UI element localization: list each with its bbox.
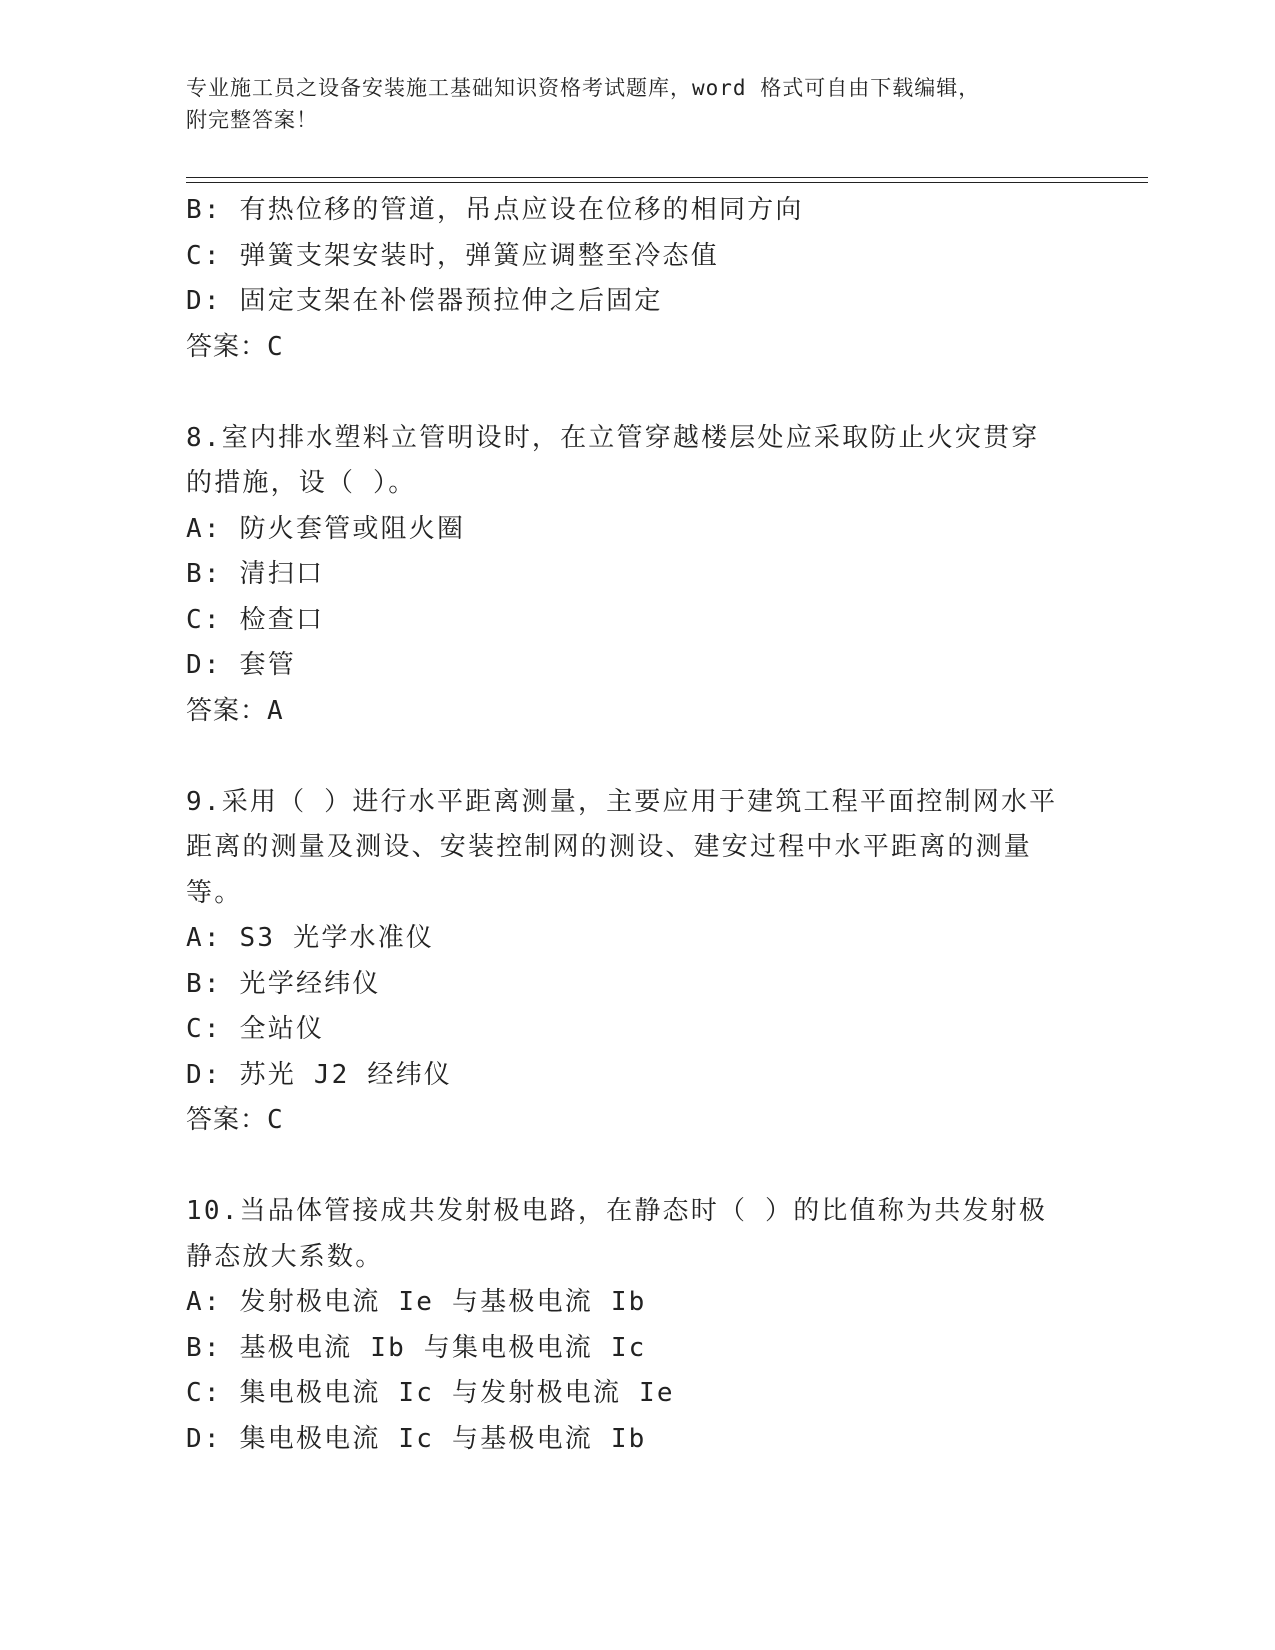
option-c: C: 全站仪: [186, 1014, 325, 1044]
question-stem-line: 等。: [186, 877, 243, 908]
question-10: [186, 1189, 1066, 1462]
option-c: C: 弹簧支架安装时，弹簧应调整至冷态值: [186, 240, 719, 271]
question-stem-line: 10.当品体管接成共发射极电路，在静态时（ ）的比值称为共发射极: [186, 1196, 1048, 1226]
question-stem-line: 8.室内排水塑料立管明设时，在立管穿越楼层处应采取防止火灾贯穿: [186, 422, 1040, 453]
header-rule-bottom: [186, 182, 1148, 183]
question-stem-line: 的措施，设（ ）。: [186, 468, 417, 498]
spacer: [186, 734, 1066, 780]
option-b: B: 清扫口: [186, 559, 325, 589]
option-d: D: 套管: [186, 650, 296, 680]
question-stem-line: 9.采用（ ）进行水平距离测量，主要应用于建筑工程平面控制网水平: [186, 786, 1058, 817]
document-header: [186, 72, 1086, 136]
spacer: [186, 370, 1066, 416]
spacer: [186, 1144, 1066, 1190]
option-c: C: 集电极电流 Ic 与发射极电流 Ie: [186, 1378, 675, 1408]
option-c: C: 检查口: [186, 604, 325, 635]
option-d: D: 固定支架在补偿器预拉伸之后固定: [186, 286, 663, 316]
option-d: D: 苏光 J2 经纬仪: [186, 1059, 452, 1090]
header-line-1: 专业施工员之设备安装施工基础知识资格考试题库，word 格式可自由下载编辑，: [186, 76, 981, 100]
option-b: B: 光学经纬仪: [186, 968, 381, 999]
option-a: A: 发射极电流 Ie 与基极电流 Ib: [186, 1287, 647, 1317]
option-a: A: 防火套管或阻火圈: [186, 513, 466, 544]
option-a: A: S3 光学水准仪: [186, 923, 435, 953]
answer-line: 答案：C: [186, 331, 284, 362]
question-8: [186, 416, 1066, 735]
option-b: B: 有热位移的管道，吊点应设在位移的相同方向: [186, 195, 804, 225]
header-rule-top: [186, 177, 1148, 178]
header-line-2: 附完整答案！: [186, 108, 318, 132]
question-stem-line: 静态放大系数。: [186, 1241, 384, 1272]
answer-line: 答案：A: [186, 695, 284, 726]
option-b: B: 基极电流 Ib 与集电极电流 Ic: [186, 1332, 647, 1363]
question-stem-line: 距离的测量及测设、安装控制网的测设、建安过程中水平距离的测量: [186, 832, 1033, 862]
question-9: [186, 780, 1066, 1144]
answer-line: 答案：C: [186, 1105, 284, 1135]
question-7-tail: [186, 188, 1066, 370]
option-d: D: 集电极电流 Ic 与基极电流 Ib: [186, 1423, 647, 1454]
question-list: [186, 188, 1066, 1462]
